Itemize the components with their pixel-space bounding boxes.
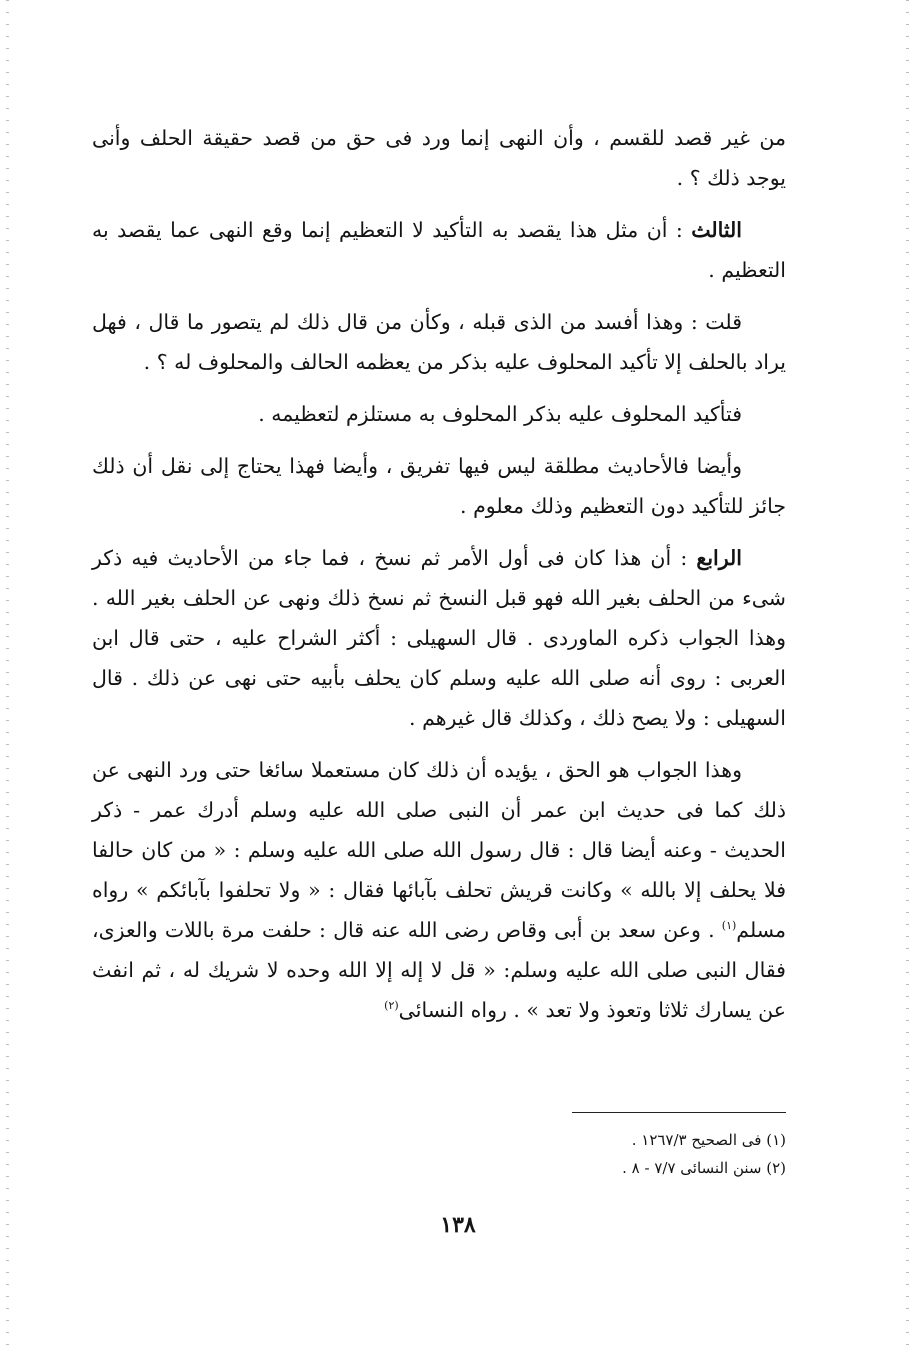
footnote-2: (٢) سنن النسائى ٧/٧ - ٨ .: [622, 1159, 786, 1177]
section-heading-fourth: الرابع: [696, 546, 742, 570]
paragraph-4: [92, 394, 786, 434]
paragraph-2: [92, 210, 786, 290]
footnote-ref-2: (٢): [384, 999, 399, 1013]
paragraph-7: [92, 750, 786, 1030]
section-heading-third: الثالث: [691, 218, 742, 242]
paragraph-text: من غير قصد للقسم ، وأن النهى إنما ورد فى حق من قصد حقيقة الحلف وأنى يوجد ذلك ؟ .: [92, 126, 786, 190]
paragraph-text: فتأكيد المحلوف عليه بذكر المحلوف به مستلزم لتعظيمه .: [258, 402, 742, 426]
paragraph-1: [92, 118, 786, 198]
paragraph-3: [92, 302, 786, 382]
paragraph-5: [92, 446, 786, 526]
footnotes: [400, 1126, 786, 1182]
page-body: [92, 118, 786, 1042]
left-margin-dots: [6, 0, 9, 1354]
footnote-separator: [572, 1112, 786, 1113]
paragraph-text: قلت : وهذا أفسد من الذى قبله ، وكأن من قال ذلك لم يتصور ما قال ، فهل يراد بالحلف إلا تأكيد المحلوف عليه بذكر من يعظمه الحالف والمحلوف له ؟ .: [92, 310, 786, 374]
paragraph-text: . وعن سعد بن أبى وقاص رضى الله عنه قال : حلفت مرة باللات والعزى، فقال النبى صلى الله عليه وسلم: « قل لا إله إلا الله وحده لا شريك له ، ثم انفث عن يسارك ثلاثا وتعوذ ولا تعد » . رواه النسائى: [92, 918, 786, 1022]
paragraph-6: [92, 538, 786, 738]
paragraph-text: : أن مثل هذا يقصد به التأكيد لا التعظيم إنما وقع النهى عما يقصد به التعظيم .: [92, 218, 786, 282]
paragraph-text: وأيضا فالأحاديث مطلقة ليس فيها تفريق ، وأيضا فهذا يحتاج إلى نقل أن ذلك جائز للتأكيد دون التعظيم وذلك معلوم .: [92, 454, 786, 518]
page-number: ١٣٨: [440, 1212, 476, 1238]
paragraph-text: : أن هذا كان فى أول الأمر ثم نسخ ، فما جاء من الأحاديث فيه ذكر شىء من الحلف بغير الله فهو قبل النسخ ثم نسخ ذلك ونهى عن الحلف بغير الله . وهذا الجواب ذكره الماوردى . قال السهيلى : أكثر الشراح عليه ، حتى قال ابن العربى : روى أنه صلى الله عليه وسلم كان يحلف بأبيه حتى نهى عن ذلك . قال السهيلى : ولا يصح ذلك ، وكذلك قال غيرهم .: [92, 546, 786, 730]
footnote-ref-1: (١): [721, 919, 737, 933]
paragraph-text: وهذا الجواب هو الحق ، يؤيده أن ذلك كان مستعملا سائغا حتى ورد النهى عن ذلك كما فى حديث ابن عمر أن النبى صلى الله عليه وسلم أدرك عمر - ذكر الحديث - وعنه أيضا قال : قال رسول الله صلى الله عليه وسلم : « من كان حالفا فلا يحلف إلا بالله » وكانت قريش تحلف بآبائها فقال : « ولا تحلفوا بآبائكم » رواه مسلم: [92, 758, 786, 942]
footnote-1: (١) فى الصحيح ١٢٦٧/٣ .: [631, 1131, 786, 1149]
right-margin-dots: [906, 0, 909, 1354]
